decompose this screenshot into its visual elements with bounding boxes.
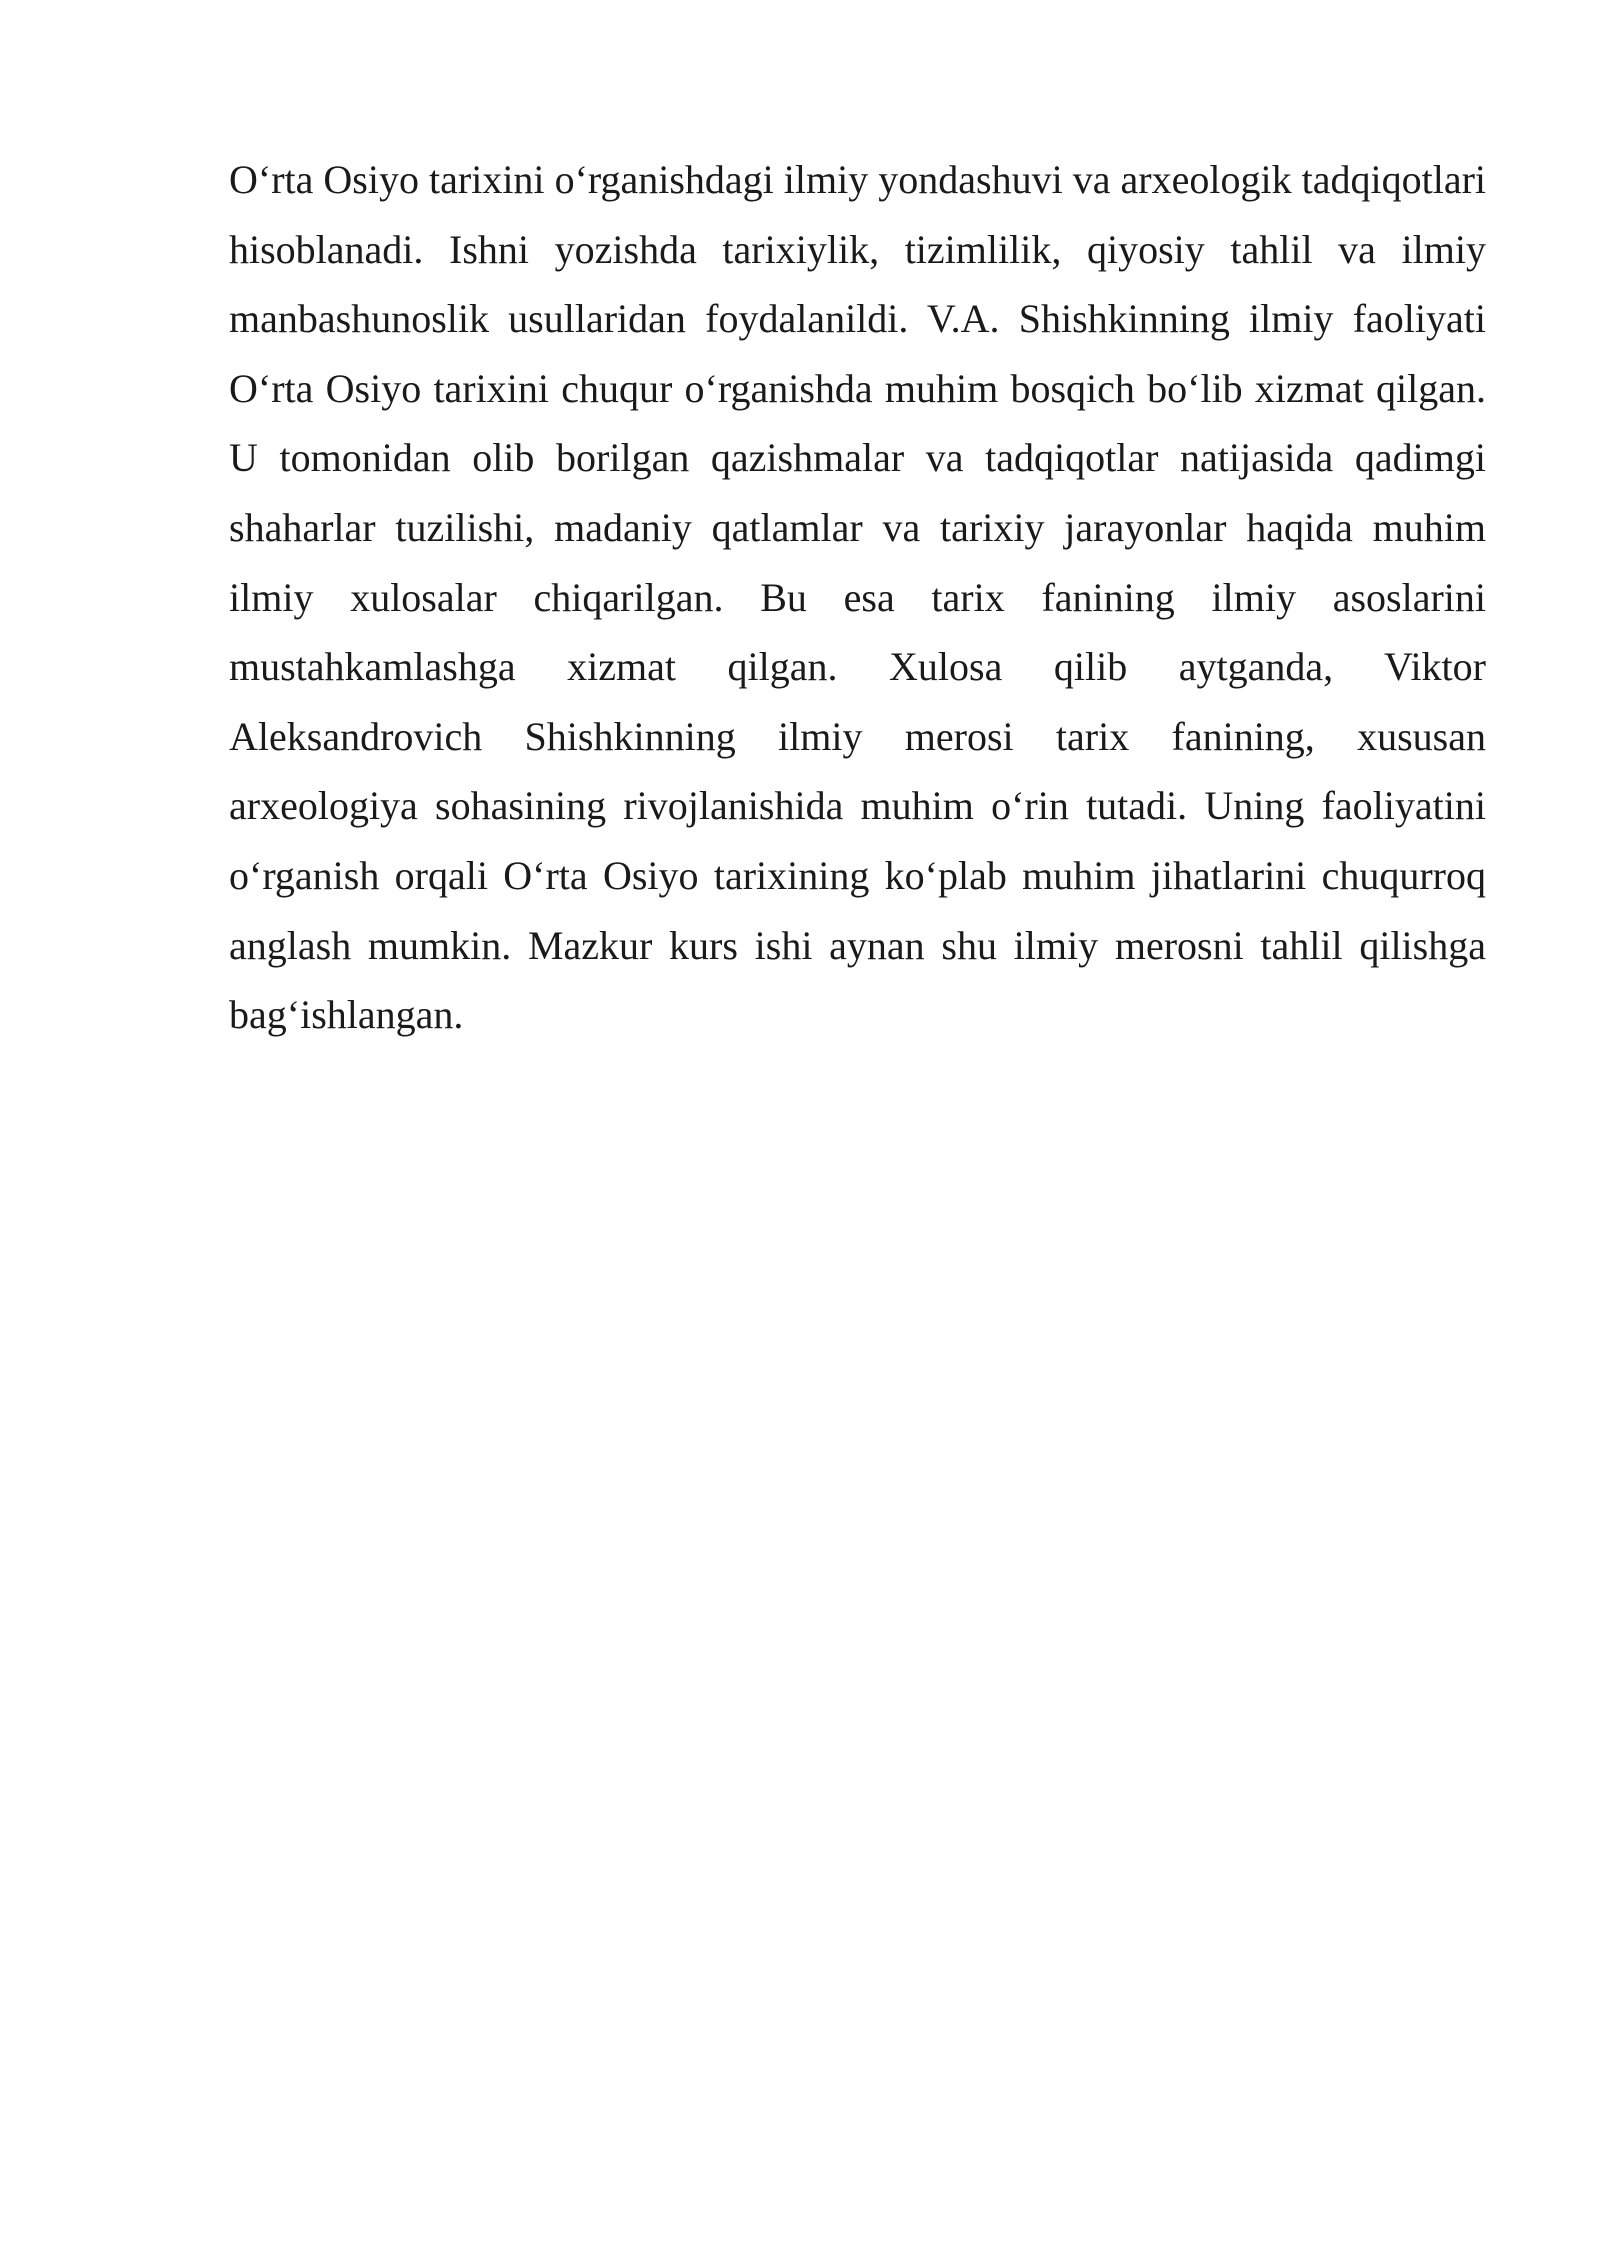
text-body xyxy=(229,145,1486,1050)
body-paragraph: O‘rta Osiyo tarixini o‘rganishdagi ilmiy yondashuvi va arxeologik tadqiqotlari hisoblanadi. Ishni yozishda tarixiylik, tizimlilik, qiyosiy tahlil va ilmiy manbashunoslik usullaridan foydalanildi. V.A. Shishkinning ilmiy faoliyati O‘rta Osiyo tarixini chuqur o‘rganishda muhim bosqich bo‘lib xizmat qilgan. U tomonidan olib borilgan qazishmalar va tadqiqotlar natijasida qadimgi shaharlar tuzilishi, madaniy qatlamlar va tarixiy jarayonlar haqida muhim ilmiy xulosalar chiqarilgan. Bu esa tarix fanining ilmiy asoslarini mustahkamlashga xizmat qilgan. Xulosa qilib aytganda, Viktor Aleksandrovich Shishkinning ilmiy merosi tarix fanining, xususan arxeologiya sohasining rivojlanishida muhim o‘rin tutadi. Uning faoliyatini o‘rganish orqali O‘rta Osiyo tarixining ko‘plab muhim jihatlarini chuqurroq anglash mumkin. Mazkur kurs ishi aynan shu ilmiy merosni tahlil qilishga bag‘ishlangan. xyxy=(229,157,1486,1038)
